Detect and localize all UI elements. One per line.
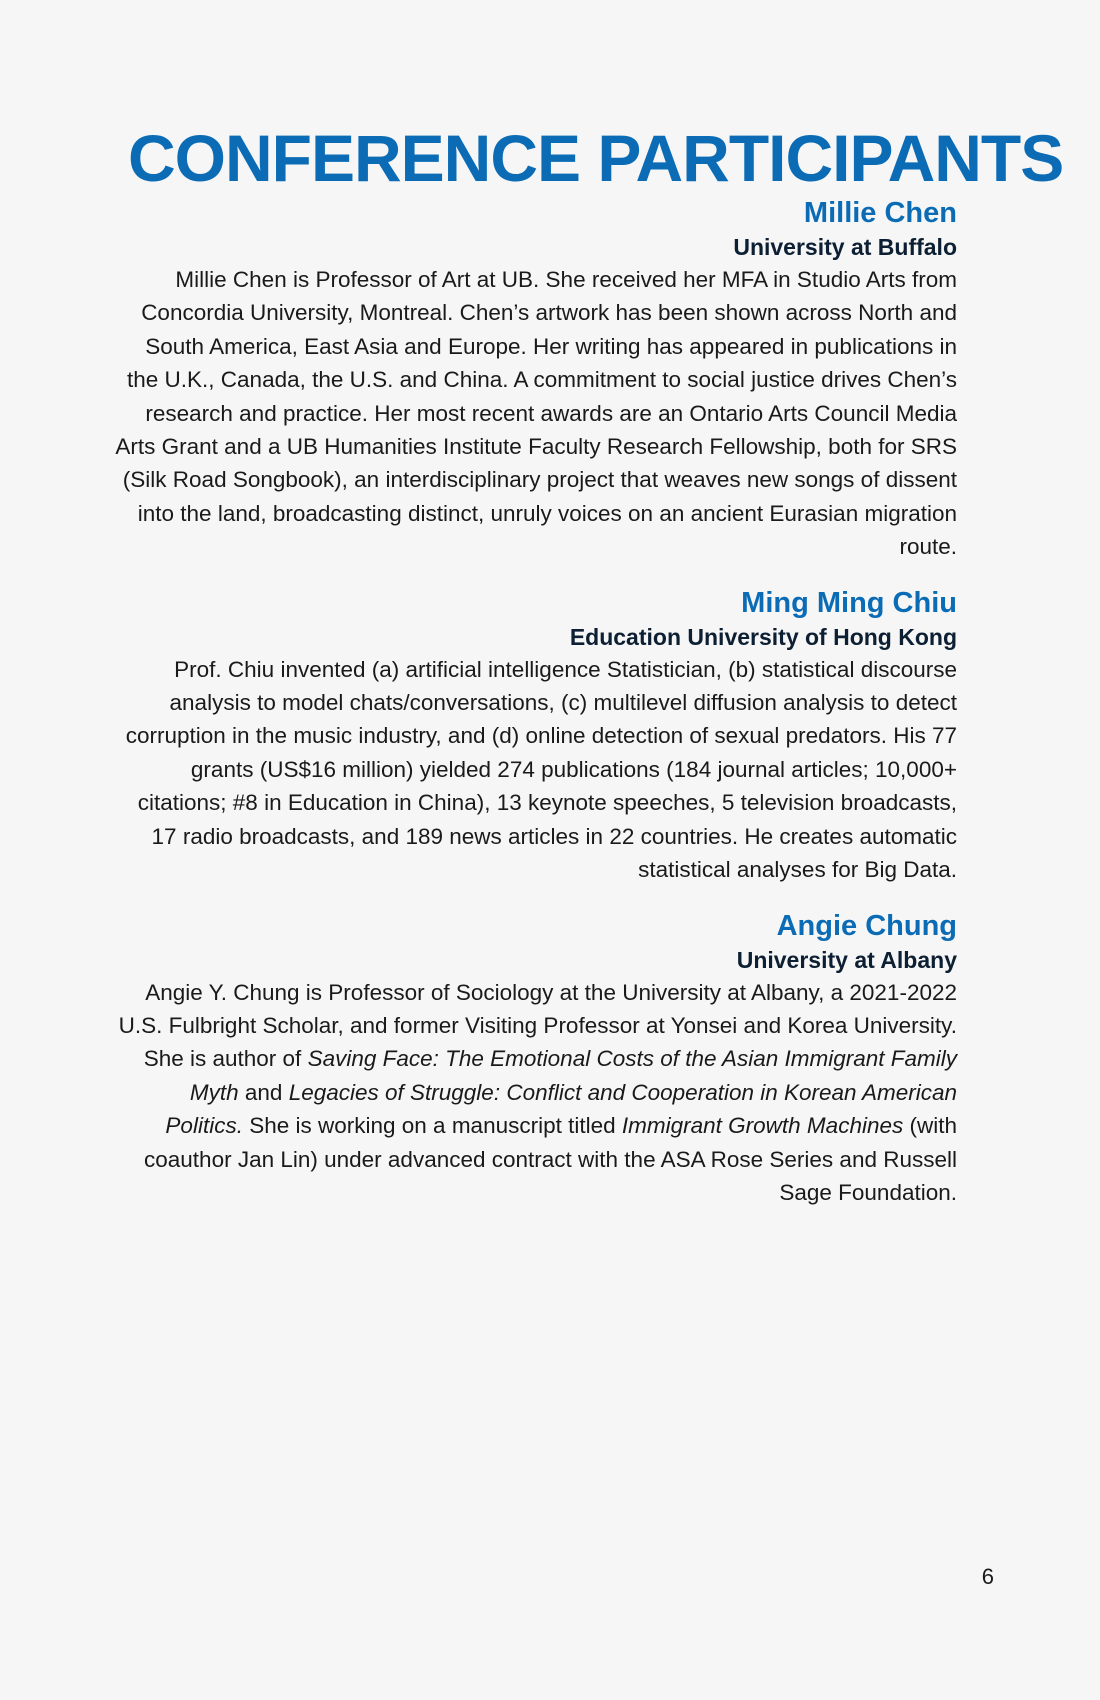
bio-text: and [238,1079,289,1105]
participant-entry [110,907,957,1210]
participant-bio [110,976,957,1210]
bio-text: (with coauthor Jan Lin) under advanced contract with the ASA Rose Series and Russell Sage Foundation. [144,1113,957,1205]
book-title: Immigrant Growth Machines [621,1113,904,1139]
participant-affiliation: University at Albany [736,946,957,973]
book-title: Legacies of Struggle: Conflict and Cooperation in Korean American Politics. [165,1079,957,1139]
participant-affiliation: University at Buffalo [733,234,957,260]
participant-name: Angie Chung [776,909,957,942]
participant-name: Ming Ming Chiu [741,586,957,619]
participant-bio [110,263,957,564]
participant-entry [110,584,957,887]
participant-bio [110,653,957,887]
participant-affiliation: Education University of Hong Kong [569,623,957,650]
participant-list [110,194,957,1229]
bio-text: Prof. Chiu invented (a) artificial intelligence Statistician, (b) statistical discourse analysis to model chats/conversations, (c) multilevel diffusion analysis to detect corruption in the music industry, and (d) online detection of sexual predators. His 77 grants (US$16 million) yielded 274 publications (184 journal articles; 10,000+ citations; #8 in Education in China), 13 keynote speeches, 5 television broadcasts, 17 radio broadcasts, and 189 news articles in 22 countries. He creates automatic statistical analyses for Big Data. [125,656,957,883]
book-title: Saving Face: The Emotional Costs of the Asian Immigrant Family Myth [189,1046,957,1105]
participant-name: Millie Chen [803,197,957,229]
bio-text: Angie Y. Chung is Professor of Sociology at the University at Albany, a 2021-2022 U.S. Fulbright Scholar, and former Visiting Professor at Yonsei and Korea University. She is author of [118,979,957,1072]
bio-text: She is working on a manuscript titled [242,1113,622,1139]
page-title: CONFERENCE PARTICIPANTS [128,121,1064,195]
participant-entry [110,194,957,564]
bio-text: Millie Chen is Professor of Art at UB. She received her MFA in Studio Arts from Concordia University, Montreal. Chen’s artwork has been shown across North and South America, East Asia and Europe. Her writing has appeared in publications in the U.K., Canada, the U.S. and China. A commitment to social justice drives Chen’s research and practice. Her most recent awards are an Ontario Arts Council Media Arts Grant and a UB Humanities Institute Faculty Research Fellowship, both for SRS (Silk Road Songbook), an interdisciplinary project that weaves new songs of dissent into the land, broadcasting distinct, unruly voices on an ancient Eurasian migration route. [115,267,957,560]
page-number: 6 [981,1564,994,1589]
